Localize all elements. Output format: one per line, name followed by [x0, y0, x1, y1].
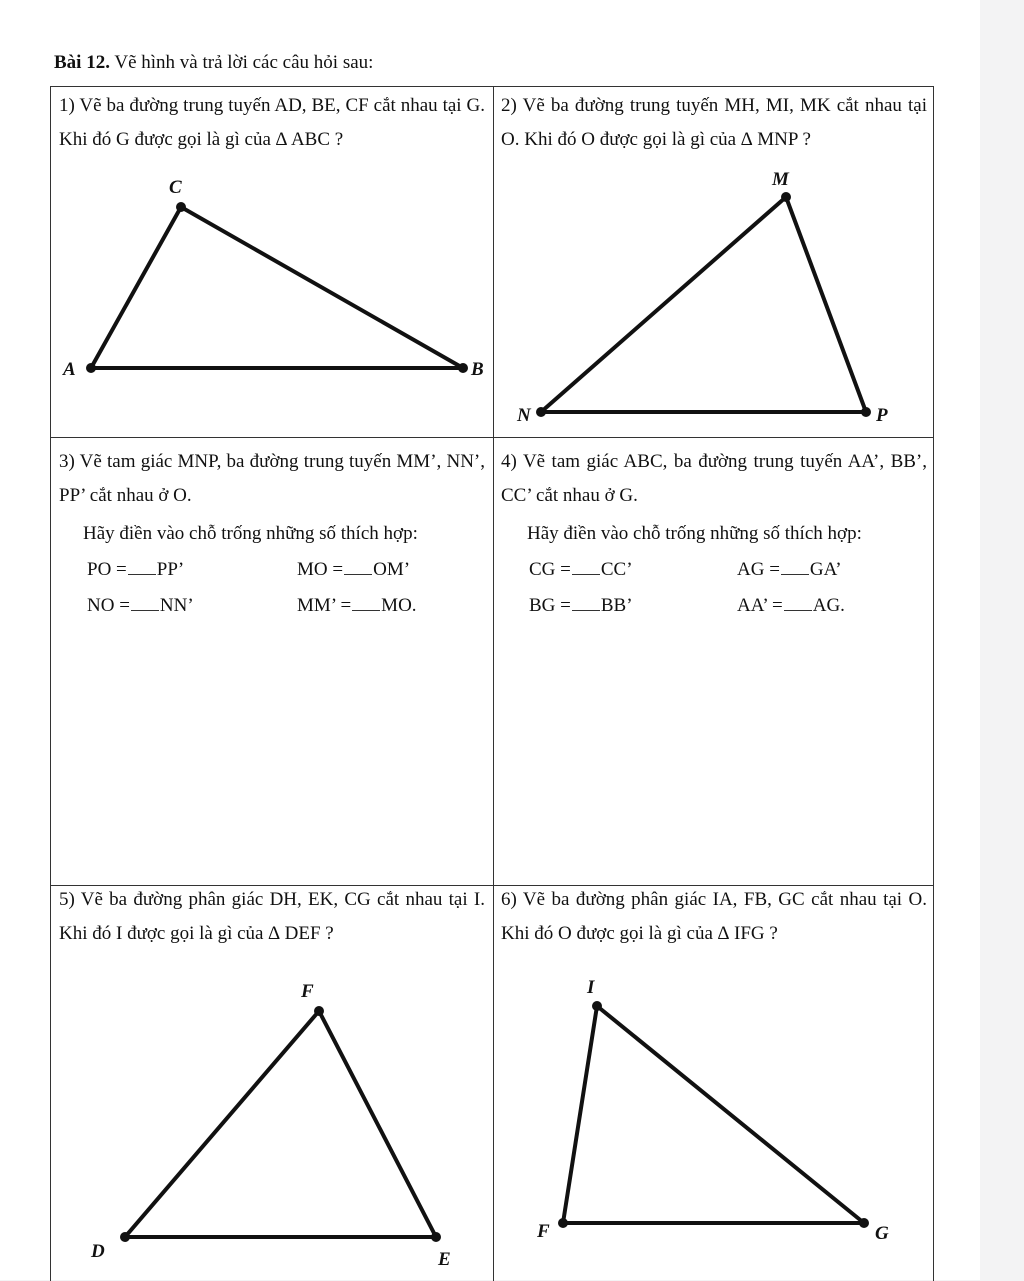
label-p: P	[876, 405, 888, 426]
fill-blank-mm: MM’ = MO.	[297, 595, 417, 616]
cell-5-question: 5) Vẽ ba đường phân giác DH, EK, CG cắt nhau tại I. Khi đó I được gọi là gì của ∆ DEF ?	[59, 889, 485, 944]
fill-blank-bg: BG = BB’	[529, 595, 633, 616]
label-f: F	[301, 981, 314, 1002]
label-i: I	[587, 977, 595, 998]
label-g: G	[875, 1223, 889, 1244]
label-b: B	[471, 359, 484, 380]
label-m: M	[772, 169, 789, 190]
triangle-ifg-figure	[495, 967, 933, 1267]
fill-blank-no: NO = NN’	[87, 595, 194, 616]
fill-blank-cg: CG = CC’	[529, 559, 633, 580]
fill-blank-ag: AG = GA’	[737, 559, 842, 580]
triangle-def-figure	[51, 967, 491, 1270]
label-c: C	[169, 177, 182, 198]
cell-2-question: 2) Vẽ ba đường trung tuyến MH, MI, MK cắt nhau tại O. Khi đó O được gọi là gì của ∆ MNP ?	[501, 95, 927, 150]
label-n: N	[517, 405, 531, 426]
cell-4-question: 4) Vẽ tam giác ABC, ba đường trung tuyến AA’, BB’, CC’ cắt nhau ở G.	[501, 451, 927, 506]
cell-3-question: 3) Vẽ tam giác MNP, ba đường trung tuyến MM’, NN’, PP’ cắt nhau ở O.	[59, 451, 485, 506]
label-a: A	[63, 359, 76, 380]
row-divider-1	[51, 437, 933, 438]
column-divider	[493, 87, 494, 1281]
triangle-abc-figure	[51, 177, 491, 427]
fill-blank-mo: MO = OM’	[297, 559, 411, 580]
fill-blank-po: PO = PP’	[87, 559, 185, 580]
triangle-mnp-figure	[495, 167, 933, 437]
label-e: E	[438, 1249, 451, 1270]
cell-3-instruction: Hãy điền vào chỗ trống những số thích hợp:	[83, 523, 418, 544]
exercise-table	[50, 86, 934, 1281]
exercise-title: Bài 12. Vẽ hình và trả lời các câu hỏi sau:	[54, 52, 374, 73]
cell-4-instruction: Hãy điền vào chỗ trống những số thích hợp:	[527, 523, 862, 544]
cell-6-question: 6) Vẽ ba đường phân giác IA, FB, GC cắt nhau tại O. Khi đó O được gọi là gì của ∆ IFG ?	[501, 889, 927, 944]
label-d: D	[91, 1241, 105, 1262]
cell-1-question: 1) Vẽ ba đường trung tuyến AD, BE, CF cắt nhau tại G. Khi đó G được gọi là gì của ∆ ABC ?	[59, 95, 485, 150]
fill-blank-aa: AA’ = AG.	[737, 595, 845, 616]
label-f2: F	[537, 1221, 550, 1242]
